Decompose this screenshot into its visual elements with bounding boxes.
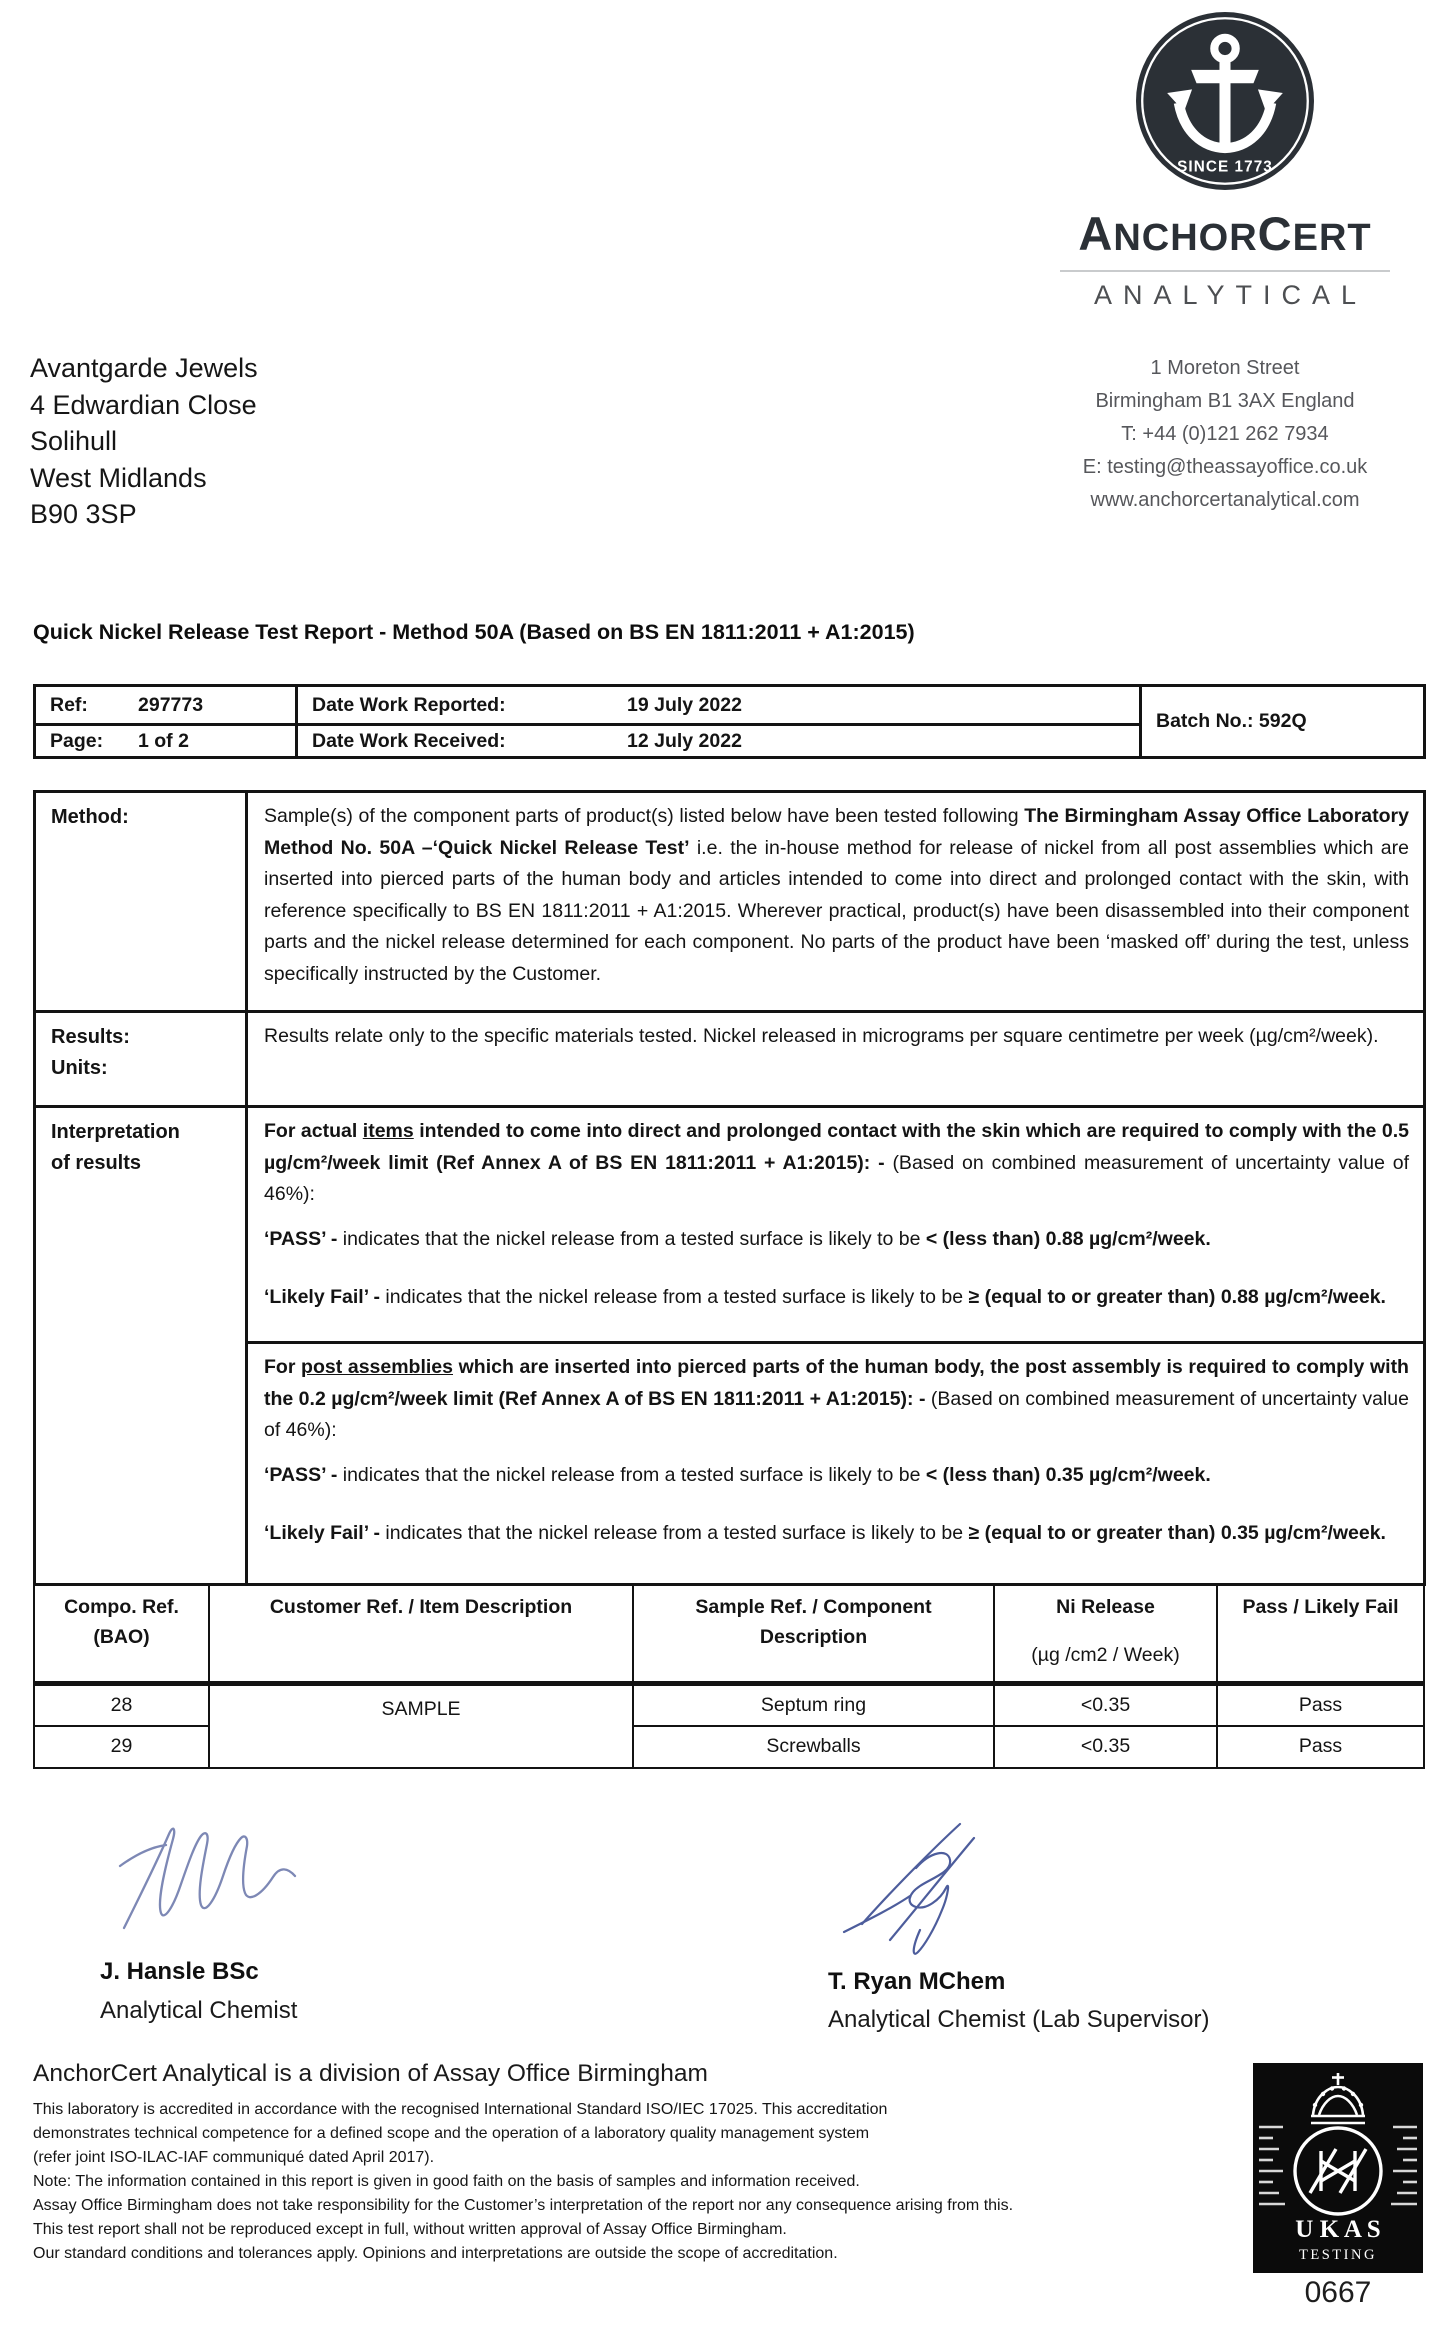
header-compo-ref: Compo. Ref. (BAO) xyxy=(34,1584,209,1684)
results-units-text: Results relate only to the specific materials tested. Nickel released in micrograms per square centimetre per week (µg/cm²/week). xyxy=(247,1012,1425,1107)
date-reported-label: Date Work Reported: xyxy=(312,693,506,716)
ref-cell xyxy=(35,686,297,725)
brand-wordmark: ANCHORCERT xyxy=(1078,207,1372,260)
anchorcert-logo-block xyxy=(1040,12,1410,311)
date-received-label: Date Work Received: xyxy=(312,729,506,752)
customer-address-block xyxy=(30,350,258,533)
ukas-accreditation-number: 0667 xyxy=(1304,2276,1372,2309)
lab-phone: T: +44 (0)121 262 7934 xyxy=(1121,423,1329,445)
table-row xyxy=(34,1684,1424,1726)
date-reported-value: 19 July 2022 xyxy=(627,693,742,716)
header-pass-fail: Pass / Likely Fail xyxy=(1217,1584,1424,1684)
items-fail-definition: ‘Likely Fail’ - indicates that the nickel release from a tested surface is likely to be ≥ (equal to or greater than) 0.88 µg/cm²/week. xyxy=(264,1286,1386,1308)
signature-left xyxy=(112,1806,332,1956)
batch-number-cell: Batch No.: 592Q xyxy=(1141,686,1425,758)
items-pass-definition: ‘PASS’ - indicates that the nickel release from a tested surface is likely to be < (less than) 0.88 µg/cm²/week. xyxy=(264,1227,1211,1250)
header-customer-ref: Customer Ref. / Item Description xyxy=(209,1584,633,1684)
customer-address-line: Solihull xyxy=(30,426,118,456)
customer-address-line: West Midlands xyxy=(30,462,207,493)
interpretation-items-block xyxy=(248,1108,1423,1341)
signatory-right-title: Analytical Chemist (Lab Supervisor) xyxy=(828,2006,1210,2033)
method-text-regular: Sample(s) of the component parts of product(s) listed below have been tested following xyxy=(264,805,1025,827)
pass-fail-value: Pass xyxy=(1217,1726,1424,1768)
ni-release-value: <0.35 xyxy=(994,1726,1217,1768)
footer-line: This test report shall not be reproduced except in full, without written approval of Assay Office Birmingham. xyxy=(33,2221,787,2238)
date-received-value: 12 July 2022 xyxy=(627,729,742,752)
ni-release-value: <0.35 xyxy=(994,1684,1217,1726)
method-label: Method: xyxy=(35,792,247,1012)
anchor-logo-icon xyxy=(1136,12,1314,190)
footer-line: Assay Office Birmingham does not take responsibility for the Customer’s interpretation of the report nor any consequence arising from this. xyxy=(33,2197,1014,2214)
footer-line: (refer joint ISO-ILAC-IAF communiqué dated April 2017). xyxy=(33,2149,435,2166)
compo-ref-value: 29 xyxy=(34,1726,209,1768)
component-description: Septum ring xyxy=(633,1684,994,1726)
ukas-testing-logo xyxy=(1253,2063,1423,2273)
brand-divider xyxy=(1060,270,1390,272)
footer-disclaimer xyxy=(33,2098,1233,2266)
post-fail-definition: ‘Likely Fail’ - indicates that the nickel release from a tested surface is likely to be ≥ (equal to or greater than) 0.35 µg/cm²/week. xyxy=(264,1522,1386,1544)
signature-right xyxy=(830,1812,1040,1967)
method-text-regular: i.e. the in-house method for release of nickel from all post assemblies which are inserted into pierced parts of the human body and articles intended to come into direct and prolonged contact with the skin, with reference specifically to BS EN 1811:2011 + A1:2015. Wherever practical, product(s) have been disassembled into their component parts and the nickel release determined for each component. No parts of the product have been ‘masked off’ during the test, unless specifically instructed by the Customer. xyxy=(264,836,1409,985)
ukas-sub-label: TESTING xyxy=(1299,2247,1377,2263)
items-intro: For actual items intended to come into direct and prolonged contact with the skin which are required to comply with the 0.5 µg/cm²/week limit (Ref Annex A of BS EN 1811:2011 + A1:2015): - (Based on combined measurement of uncertainty value of 46%): xyxy=(264,1120,1410,1205)
post-assemblies-intro: For post assemblies which are inserted into pierced parts of the human body, the post assembly is required to comply with the 0.2 µg/cm²/week limit (Ref Annex A of BS EN 1811:2011 + A1:2015): - (Based on combined measurement of uncertainty value of 46%): xyxy=(264,1356,1409,1441)
date-received-cell xyxy=(297,725,1141,758)
header-sample-ref: Sample Ref. / Component Description xyxy=(633,1584,994,1684)
footer-heading: AnchorCert Analytical is a division of Assay Office Birmingham xyxy=(33,2060,708,2087)
footer-line: Our standard conditions and tolerances apply. Opinions and interpretations are outside the scope of accreditation. xyxy=(33,2245,838,2262)
lab-website: www.anchorcertanalytical.com xyxy=(1090,489,1360,511)
component-description: Screwballs xyxy=(633,1726,994,1768)
lab-address-line: Birmingham B1 3AX England xyxy=(1095,390,1355,412)
footer-line: Note: The information contained in this report is given in good faith on the basis of samples and information received. xyxy=(33,2173,860,2190)
page-label: Page: xyxy=(50,729,104,752)
customer-address-line: Avantgarde Jewels xyxy=(30,353,258,383)
lab-email: E: testing@theassayoffice.co.uk xyxy=(1082,456,1368,478)
footer-line: demonstrates technical competence for a defined scope and the operation of a laboratory quality management system xyxy=(33,2125,870,2142)
customer-address-line: B90 3SP xyxy=(30,499,137,529)
ref-value: 297773 xyxy=(138,693,204,716)
signatory-left-name: J. Hansle BSc xyxy=(100,1958,259,1985)
reference-table xyxy=(33,684,1426,759)
logo-since-text: SINCE 1773 xyxy=(1177,158,1273,176)
pass-fail-value: Pass xyxy=(1217,1684,1424,1726)
interpretation-content xyxy=(247,1107,1425,1585)
signatory-left-title: Analytical Chemist xyxy=(100,1997,298,2024)
interpretation-post-assemblies-block xyxy=(248,1341,1423,1550)
customer-address-line: 4 Edwardian Close xyxy=(30,389,257,420)
brand-sub-wordmark: ANALYTICAL xyxy=(1093,280,1368,310)
page-value: 1 of 2 xyxy=(138,729,189,752)
customer-ref-value: SAMPLE xyxy=(209,1684,633,1768)
report-title: Quick Nickel Release Test Report - Method 50A (Based on BS EN 1811:2011 + A1:2015) xyxy=(33,620,915,644)
page-cell xyxy=(35,725,297,758)
lab-address-line: 1 Moreton Street xyxy=(1150,357,1300,379)
compo-ref-value: 28 xyxy=(34,1684,209,1726)
ref-label: Ref: xyxy=(50,693,88,716)
interpretation-label: Interpretation of results xyxy=(35,1107,247,1585)
method-text xyxy=(247,792,1425,1012)
header-ni-release: Ni Release (µg /cm2 / Week) xyxy=(994,1584,1217,1684)
post-pass-definition: ‘PASS’ - indicates that the nickel release from a tested surface is likely to be < (less than) 0.35 µg/cm²/week. xyxy=(264,1463,1211,1486)
lab-contact-block xyxy=(1040,352,1410,517)
ukas-label: U K A S xyxy=(1295,2216,1381,2243)
results-units-label: Results: Units: xyxy=(35,1012,247,1107)
results-table xyxy=(33,1583,1425,1769)
method-text-bold: The Birmingham Assay Office Laboratory Method No. 50A –‘Quick Nickel Release Test’ xyxy=(264,805,1409,859)
date-reported-cell xyxy=(297,686,1141,725)
footer-line: This laboratory is accredited in accordance with the recognised International Standard ISO/IEC 17025. This accreditation xyxy=(33,2101,888,2118)
method-results-table xyxy=(33,790,1426,1586)
signatory-right-name: T. Ryan MChem xyxy=(828,1968,1006,1995)
